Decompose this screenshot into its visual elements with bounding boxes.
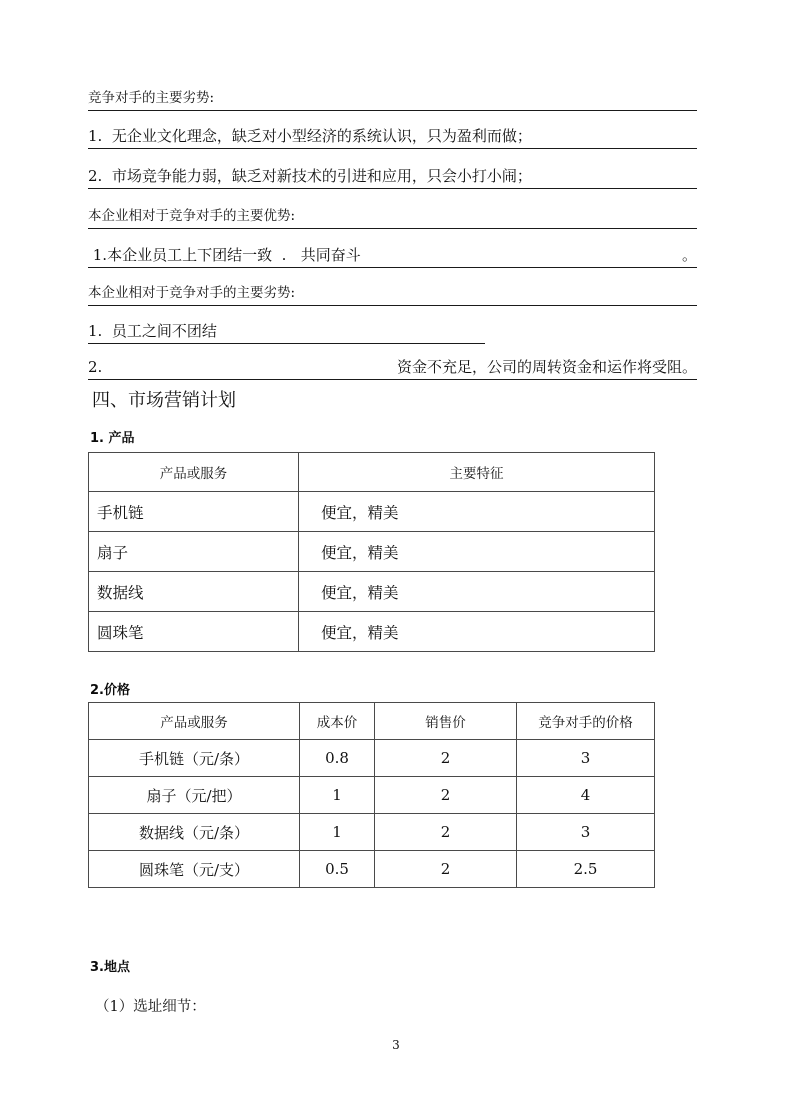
prices-table-cell-competitor: 3 <box>517 814 655 851</box>
prices-table-cell-cost: 0.5 <box>300 851 375 888</box>
own-advantage-item-1-text: 1.本企业员工上下团结一致 . 共同奋斗 <box>88 246 361 264</box>
prices-table-header-cost: 成本价 <box>300 703 375 740</box>
prices-table-cell-cost: 1 <box>300 814 375 851</box>
page-number: 3 <box>392 1038 400 1052</box>
prices-table-cell-competitor: 4 <box>517 777 655 814</box>
own-weakness-item-2 <box>88 357 697 380</box>
own-weaknesses-heading <box>88 283 697 306</box>
table-row <box>89 777 655 814</box>
prices-table <box>88 702 655 888</box>
own-advantage-item-1-tail: 。 <box>681 246 697 264</box>
products-table-cell-feature: 便宜，精美 <box>299 572 655 612</box>
products-table-cell-feature: 便宜，精美 <box>299 492 655 532</box>
products-table-cell-product: 扇子 <box>89 532 299 572</box>
table-row <box>89 492 655 532</box>
prices-table-cell-competitor: 2.5 <box>517 851 655 888</box>
own-advantages-heading-text: 本企业相对于竞争对手的主要优势: <box>88 208 296 224</box>
prices-table-cell-sale: 2 <box>375 814 517 851</box>
prices-table-cell-product: 数据线（元/条） <box>89 814 300 851</box>
prices-table-cell-competitor: 3 <box>517 740 655 777</box>
prices-table-cell-product: 扇子（元/把） <box>89 777 300 814</box>
own-advantages-heading <box>88 206 697 229</box>
subsection-label-products: 1. 产品 <box>90 431 135 446</box>
prices-table-header-competitor: 竞争对手的价格 <box>517 703 655 740</box>
prices-table-cell-product: 手机链（元/条） <box>89 740 300 777</box>
products-table-header-product: 产品或服务 <box>89 453 299 492</box>
products-table-cell-product: 数据线 <box>89 572 299 612</box>
prices-table-cell-cost: 1 <box>300 777 375 814</box>
prices-table-header-sale: 销售价 <box>375 703 517 740</box>
location-item-site-details: （1）选址细节： <box>95 999 206 1015</box>
prices-table-cell-sale: 2 <box>375 777 517 814</box>
products-table <box>88 452 655 652</box>
subsection-label-price: 2.价格 <box>90 683 130 698</box>
table-row <box>89 572 655 612</box>
own-weaknesses-heading-text: 本企业相对于竞争对手的主要劣势: <box>88 285 296 301</box>
competitor-weakness-item-1 <box>88 126 697 149</box>
prices-table-cell-sale: 2 <box>375 851 517 888</box>
table-row <box>89 532 655 572</box>
own-weakness-item-1-text: 1. 员工之间不团结 <box>88 322 217 340</box>
competitor-weakness-item-1-text: 1. 无企业文化理念，缺乏对小型经济的系统认识，只为盈利而做； <box>88 127 532 145</box>
own-weakness-item-2-text: 资金不充足，公司的周转资金和运作将受阻。 <box>396 358 697 376</box>
competitor-weaknesses-heading-text: 竞争对手的主要劣势: <box>88 90 215 106</box>
subsection-label-location: 3.地点 <box>90 960 130 975</box>
products-table-cell-product: 手机链 <box>89 492 299 532</box>
section-heading-marketing-plan: 四、市场营销计划 <box>92 390 236 411</box>
own-weakness-item-2-number: 2. <box>88 358 103 376</box>
products-table-header-row <box>89 453 655 492</box>
products-table-cell-feature: 便宜，精美 <box>299 612 655 652</box>
products-table-header-feature: 主要特征 <box>299 453 655 492</box>
products-table-cell-product: 圆珠笔 <box>89 612 299 652</box>
table-row <box>89 612 655 652</box>
table-row <box>89 814 655 851</box>
prices-table-cell-cost: 0.8 <box>300 740 375 777</box>
competitor-weakness-item-2-text: 2. 市场竞争能力弱，缺乏对新技术的引进和应用，只会小打小闹； <box>88 167 532 185</box>
own-advantage-item-1 <box>88 245 697 268</box>
prices-table-cell-product: 圆珠笔（元/支） <box>89 851 300 888</box>
table-row <box>89 851 655 888</box>
own-weakness-item-1 <box>88 321 485 344</box>
prices-table-header-product: 产品或服务 <box>89 703 300 740</box>
competitor-weaknesses-heading <box>88 88 697 111</box>
prices-table-header-row <box>89 703 655 740</box>
table-row <box>89 740 655 777</box>
prices-table-cell-sale: 2 <box>375 740 517 777</box>
competitor-weakness-item-2 <box>88 166 697 189</box>
products-table-cell-feature: 便宜，精美 <box>299 532 655 572</box>
